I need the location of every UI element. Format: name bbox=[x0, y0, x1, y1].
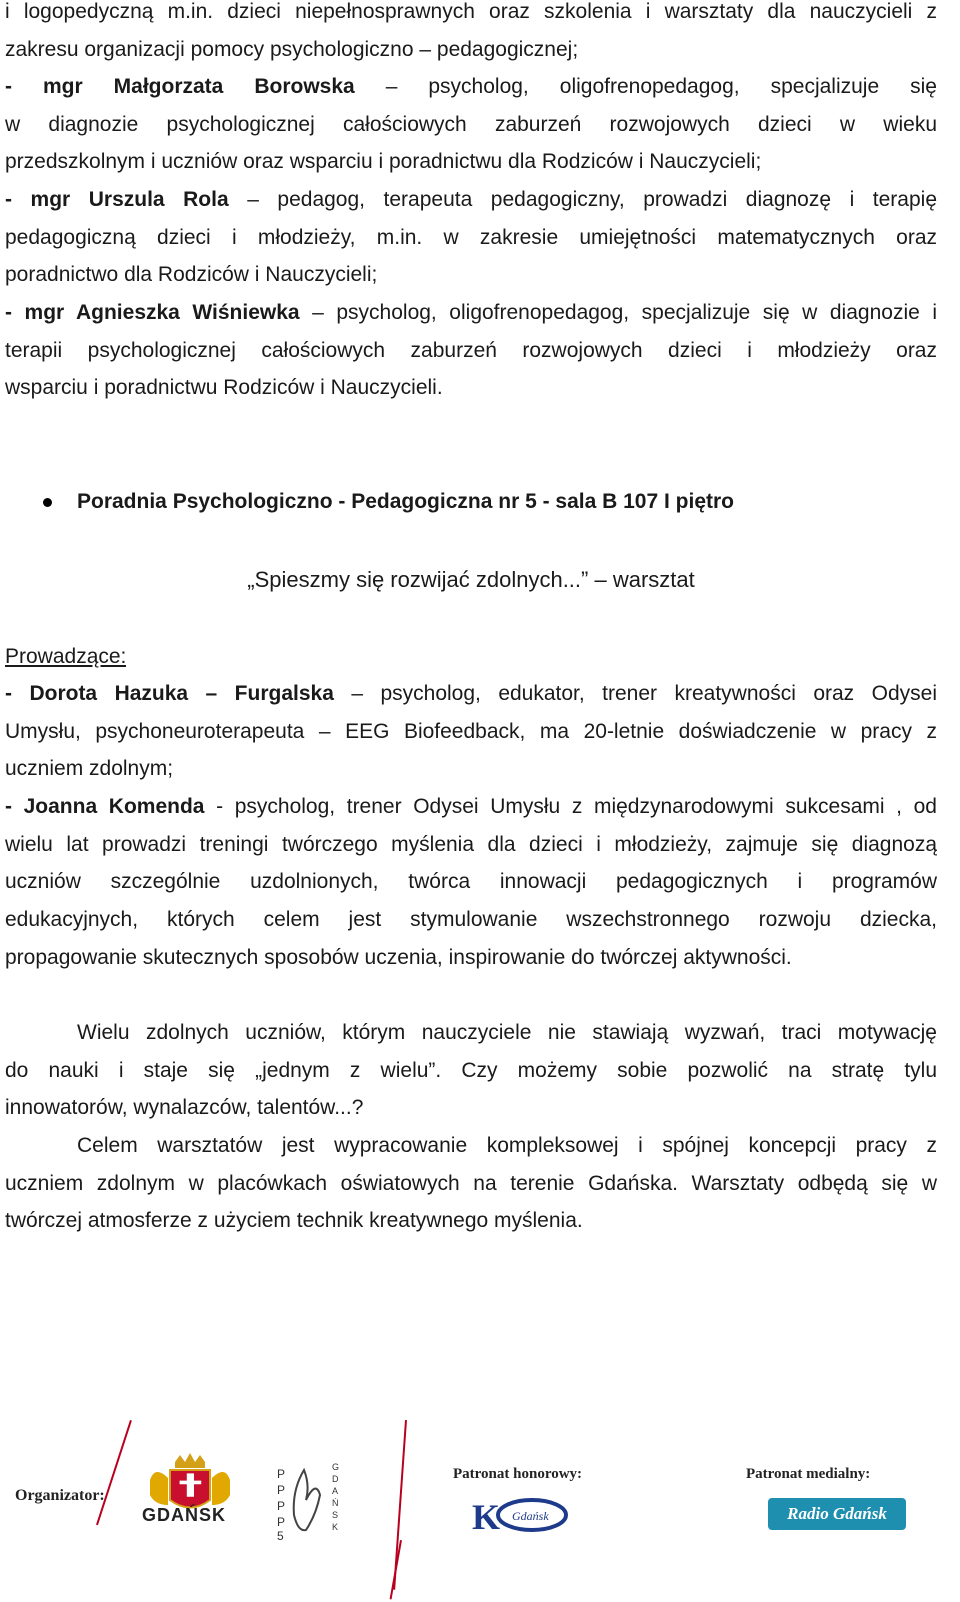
location-bullet bbox=[5, 483, 937, 521]
svg-text:Gdańsk: Gdańsk bbox=[512, 1509, 549, 1523]
person-name: - Joanna Komenda bbox=[5, 795, 205, 818]
person-rola bbox=[5, 181, 937, 219]
person-description: – psycholog, oligofrenopedagog, specjalizuje się w diagnozie i bbox=[299, 301, 937, 324]
person-borowska bbox=[5, 68, 937, 106]
person-wisniewka bbox=[5, 294, 937, 332]
goal-line-1: Celem warsztatów jest wypracowanie kompleksowej i spójnej koncepcji pracy z bbox=[77, 1134, 937, 1157]
svg-text:P: P bbox=[277, 1515, 286, 1529]
workshop-title: „Spieszmy się rozwijać zdolnych...” – warsztat bbox=[247, 567, 695, 592]
poradnia-logo-icon bbox=[272, 1460, 352, 1540]
motivation-line-2: do nauki i staje się „jednym z wielu”. Czy możemy sobie pozwolić na stratę tylu bbox=[5, 1059, 937, 1082]
person-name: - mgr Urszula Rola bbox=[5, 188, 229, 211]
person-description: - psycholog, trener Odysei Umysłu z międzynarodowymi sukcesami , od bbox=[204, 795, 937, 818]
body-line-1: i logopedyczną m.in. dzieci niepełnosprawnych oraz szkolenia i warsztaty dla nauczycieli z bbox=[5, 0, 937, 23]
svg-text:P: P bbox=[277, 1483, 286, 1497]
person-name: - mgr Agnieszka Wiśniewka bbox=[5, 301, 300, 324]
kco-logo-icon bbox=[470, 1495, 580, 1535]
person-description: – psycholog, oligofrenopedagog, specjalizuje się bbox=[354, 75, 937, 98]
person-komenda bbox=[5, 788, 937, 826]
honorary-patron-label: Patronat honorowy: bbox=[453, 1466, 583, 1482]
organizer-label: Organizator: bbox=[15, 1487, 105, 1504]
leader-line-7: edukacyjnych, których celem jest stymulowanie wszechstronnego rozwoju dziecka, bbox=[5, 908, 937, 931]
svg-text:K: K bbox=[332, 1522, 339, 1532]
svg-text:S: S bbox=[332, 1510, 339, 1520]
person-hazuka bbox=[5, 675, 937, 713]
person-name: - mgr Małgorzata Borowska bbox=[5, 75, 355, 98]
body-line-7: pedagogiczną dzieci i młodzieży, m.in. w zakresie umiejętności matematycznych oraz bbox=[5, 226, 937, 249]
leader-line-5: wielu lat prowadzi treningi twórczego myślenia dla dzieci i młodzieży, zajmuje się diagnozą bbox=[5, 833, 937, 856]
location-text: Poradnia Psychologiczno - Pedagogiczna nr 5 - sala B 107 I piętro bbox=[77, 490, 734, 513]
body-line-8: poradnictwo dla Rodziców i Nauczycieli; bbox=[5, 263, 378, 286]
motivation-line-1: Wielu zdolnych uczniów, którym nauczyciele nie stawiają wyzwań, traci motywację bbox=[77, 1021, 937, 1044]
svg-text:P: P bbox=[277, 1499, 286, 1513]
gdansk-wordmark: GDAŃSK bbox=[142, 1505, 227, 1525]
divider-slash bbox=[96, 1420, 132, 1525]
body-line-10: terapii psychologicznej całościowych zaburzeń rozwojowych dzieci i młodzieży oraz bbox=[5, 339, 937, 362]
person-description: – pedagog, terapeuta pedagogiczny, prowadzi diagnozę i terapię bbox=[228, 188, 937, 211]
media-patron-label: Patronat medialny: bbox=[746, 1466, 871, 1482]
leader-line-2: Umysłu, psychoneuroterapeuta – EEG Biofeedback, ma 20-letnie doświadczenie w pracy z bbox=[5, 720, 937, 743]
leaders-heading: Prowadzące: bbox=[5, 645, 127, 668]
svg-text:D: D bbox=[332, 1474, 339, 1484]
body-line-5: przedszkolnym i uczniów oraz wsparciu i poradnictwu dla Rodziców i Nauczycieli; bbox=[5, 150, 762, 173]
radio-gdansk-logo: Radio Gdańsk bbox=[768, 1498, 906, 1530]
svg-text:G: G bbox=[332, 1462, 340, 1472]
person-description: – psycholog, edukator, trener kreatywności oraz Odysei bbox=[333, 682, 937, 705]
motivation-line-3: innowatorów, wynalazców, talentów...? bbox=[5, 1096, 364, 1119]
body-line-11: wsparciu i poradnictwu Rodziców i Nauczycieli. bbox=[5, 376, 443, 399]
body-line-2: zakresu organizacji pomocy psychologiczno – pedagogicznej; bbox=[5, 38, 579, 61]
leader-line-8: propagowanie skutecznych sposobów uczenia, inspirowanie do twórczej aktywności. bbox=[5, 946, 792, 969]
svg-text:P: P bbox=[277, 1467, 286, 1481]
body-line-4: w diagnozie psychologicznej całościowych zaburzeń rozwojowych dzieci w wieku bbox=[5, 113, 937, 136]
goal-line-3: twórczej atmosferze z użyciem technik kreatywnego myślenia. bbox=[5, 1209, 583, 1232]
svg-text:Ń: Ń bbox=[332, 1498, 339, 1508]
svg-text:A: A bbox=[332, 1486, 339, 1496]
svg-text:5: 5 bbox=[277, 1529, 284, 1540]
person-name: - Dorota Hazuka – Furgalska bbox=[5, 682, 334, 705]
goal-line-2: uczniem zdolnym w placówkach oświatowych na terenie Gdańska. Warsztaty odbędą się w bbox=[5, 1172, 937, 1195]
leader-line-6: uczniów szczególnie uzdolnionych, twórca innowacji pedagogicznych i programów bbox=[5, 870, 937, 893]
bullet-icon bbox=[43, 498, 52, 507]
leader-line-3: uczniem zdolnym; bbox=[5, 757, 174, 780]
sponsor-footer bbox=[0, 1400, 960, 1602]
svg-text:K: K bbox=[472, 1497, 501, 1535]
